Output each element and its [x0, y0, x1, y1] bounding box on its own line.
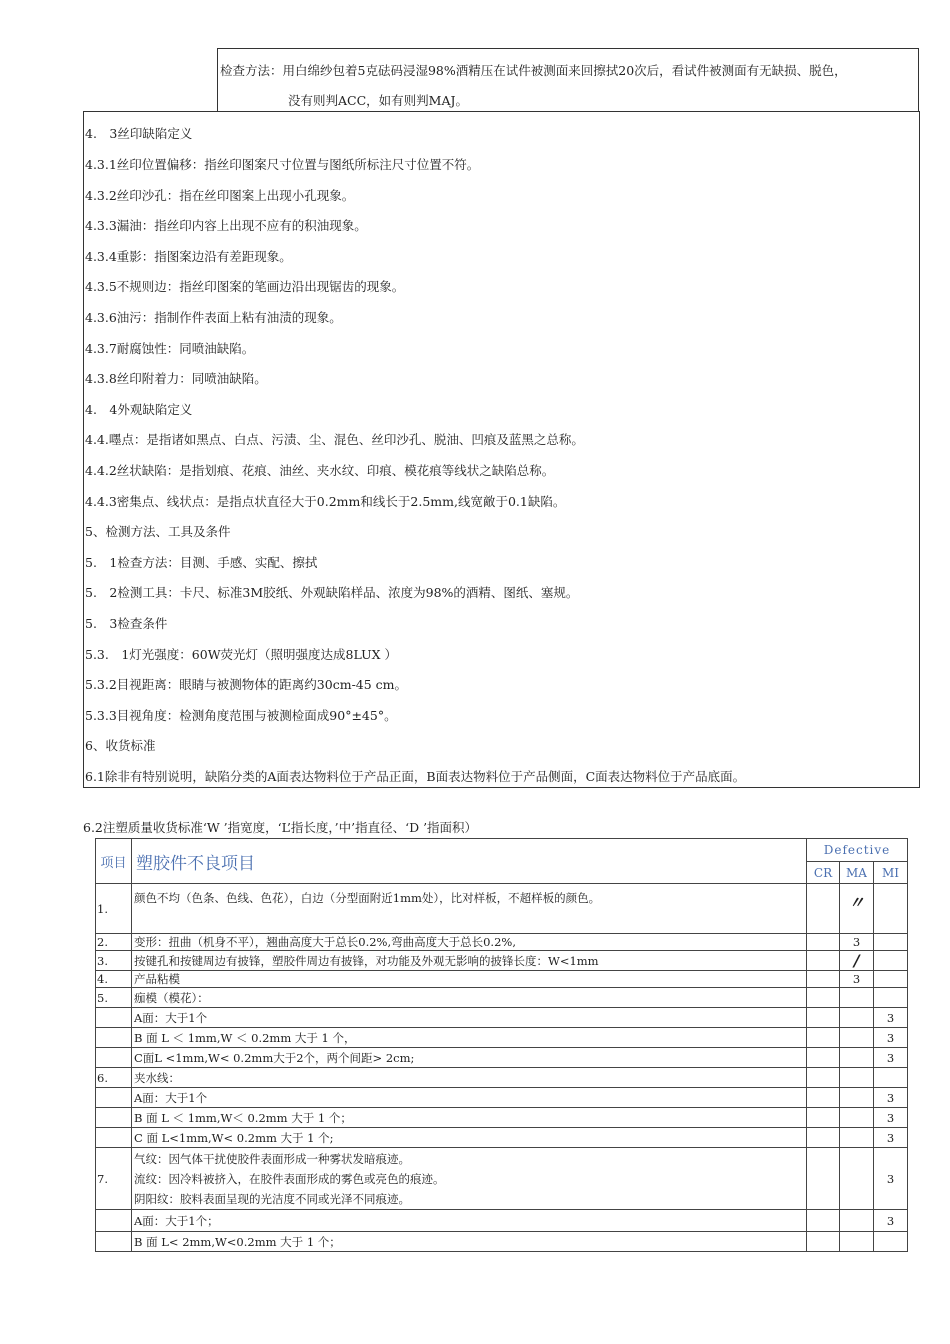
- row-mi: 3: [874, 1088, 908, 1108]
- row-text: C 面 L<1mm,W< 0.2mm 大于 1 个;: [132, 1128, 807, 1148]
- row-text: A面：大于1个: [132, 1008, 807, 1028]
- table-row: [96, 1148, 908, 1210]
- row-text: 痂模（模花）：: [132, 988, 807, 1008]
- table-row: [96, 1108, 908, 1128]
- row-text: 产品粘模: [132, 971, 807, 988]
- row-mi: 3: [874, 1148, 908, 1210]
- table-row: [96, 1008, 908, 1028]
- header-ma: MA: [840, 862, 874, 884]
- table-row: [96, 971, 908, 988]
- header-defective: Defective: [807, 839, 908, 862]
- row-cr: [807, 951, 840, 971]
- section-line: 5.3. 1灯光强度：60W荧光灯（照明强度达成8LUX ）: [85, 647, 398, 662]
- row-cr: [807, 1028, 840, 1048]
- row-ma: [840, 1128, 874, 1148]
- header-cr: CR: [807, 862, 840, 884]
- section-line: 5、检测方法、工具及条件: [85, 524, 231, 539]
- header-mi: MI: [874, 862, 908, 884]
- row-text: 变形：扭曲（机身不平），翘曲高度大于总长0.2%,弯曲高度大于总长0.2%,: [132, 934, 807, 951]
- section-line: 5. 2检测工具：卡尺、标准3M胶纸、外观缺陷样品、浓度为98%的酒精、图纸、塞规。: [85, 585, 579, 600]
- row-mi: [874, 951, 908, 971]
- row-ma: 3: [840, 934, 874, 951]
- section-line: 4. 4外观缺陷定义: [85, 402, 193, 417]
- row-number: 6.: [96, 1068, 132, 1088]
- row-mi: [874, 1232, 908, 1252]
- row-cr: [807, 1148, 840, 1210]
- table-row: [96, 1048, 908, 1068]
- row-cr: [807, 988, 840, 1008]
- section-line: 4.3.1丝印位置偏移：指丝印图案尺寸位置与图纸所标注尺寸位置不符。: [85, 157, 480, 172]
- row-cr: [807, 971, 840, 988]
- row-number: 5.: [96, 988, 132, 1008]
- row-cr: [807, 934, 840, 951]
- row-cr: [807, 1232, 840, 1252]
- row-mi: [874, 971, 908, 988]
- row-text: A面：大于1个: [132, 1088, 807, 1108]
- section-line: 5.3.3目视角度：检测角度范围与被测检面成90°±45°。: [85, 708, 397, 723]
- row-mi: 3: [874, 1048, 908, 1068]
- row-ma: [840, 1108, 874, 1128]
- row-cr: [807, 1088, 840, 1108]
- section-line: 4.4.2丝状缺陷：是指划痕、花痕、油丝、夹水纹、印痕、模花痕等线状之缺陷总称。: [85, 463, 555, 478]
- row-text: 颜色不均（色条、色线、色花），白边（分型面附近1mm处），比对样板，不超样板的颜色。: [132, 884, 807, 934]
- row-ma: [840, 1028, 874, 1048]
- row-number: [96, 1232, 132, 1252]
- definitions-box: [83, 111, 920, 788]
- row-number: 1.: [96, 884, 132, 934]
- section-line: 4.3.8丝印附着力：同喷油缺陷。: [85, 371, 267, 386]
- section-line: 5.3.2目视距离：眼睛与被测物体的距离约30cm-45 cm。: [85, 677, 408, 692]
- section-line: 4.3.6油污：指制作件表面上粘有油渍的现象。: [85, 310, 342, 325]
- section-line: 4.4.嚜点：是指诸如黑点、白点、污渍、尘、混色、丝印沙孔、脱油、凹痕及蓝黑之总称。: [85, 432, 584, 447]
- row-mi: [874, 1068, 908, 1088]
- row-mi: 3: [874, 1108, 908, 1128]
- row-number: 7.: [96, 1148, 132, 1210]
- row-ma: [840, 988, 874, 1008]
- section-line: 6.1除非有特别说明，缺陷分类的A面表达物料位于产品正面，B面表达物料位于产品侧面，C面表达物料位于产品底面。: [85, 769, 746, 784]
- row-cr: [807, 1210, 840, 1232]
- standard-title: 6.2注塑质量收货标准‘W ’指宽度，‘L’指长度，’中’指直径、‘D ’指面积）: [83, 820, 478, 835]
- row-text-line: 流纹：因冷料被挤入，在胶件表面形成的雾色或亮色的痕迹。: [134, 1171, 445, 1186]
- section-line: 4.3.3漏油：指丝印内容上出现不应有的积油现象。: [85, 218, 367, 233]
- row-number: [96, 1008, 132, 1028]
- inspection-method-text: 检查方法：用白绵纱包着5克砝码浸湿98%酒精压在试件被测面来回擦拭20次后，看试件被测面有无缺损、脱色，: [220, 63, 847, 78]
- row-number: [96, 1108, 132, 1128]
- table-row: [96, 988, 908, 1008]
- header-item: 项目: [96, 839, 132, 884]
- inspection-method-box: [217, 48, 919, 111]
- row-text: C面L <1mm,W< 0.2mm大于2个，两个间距> 2cm;: [132, 1048, 807, 1068]
- row-mi: 3: [874, 1028, 908, 1048]
- row-ma: [840, 1068, 874, 1088]
- row-cr: [807, 1128, 840, 1148]
- row-ma: /: [840, 951, 874, 971]
- row-number: [96, 1088, 132, 1108]
- row-cr: [807, 1068, 840, 1088]
- table-row: [96, 1128, 908, 1148]
- table-row: [96, 884, 908, 934]
- table-row: [96, 1088, 908, 1108]
- row-number: [96, 1048, 132, 1068]
- section-line: 5. 1检查方法：目测、手感、实配、擦拭: [85, 555, 318, 570]
- section-line: 4.3.2丝印沙孔：指在丝印图案上出现小孔现象。: [85, 188, 355, 203]
- row-text: A面：大于1个；: [132, 1210, 807, 1232]
- row-number: [96, 1128, 132, 1148]
- row-ma: [840, 1148, 874, 1210]
- defect-standard-table: [95, 838, 908, 1252]
- row-number: 4.: [96, 971, 132, 988]
- row-ma: 〃: [840, 884, 874, 934]
- section-line: 4.3.5不规则边：指丝印图案的笔画边沿出现锯齿的现象。: [85, 279, 405, 294]
- row-ma: 3: [840, 971, 874, 988]
- row-mi: 3: [874, 1128, 908, 1148]
- row-text: B 面 L ＜ 1mm,W＜ 0.2mm 大于 1 个；: [132, 1108, 807, 1128]
- row-number: [96, 1028, 132, 1048]
- table-row: [96, 951, 908, 971]
- row-text-line: 阴阳纹：胶料表面呈现的光洁度不同或光泽不同痕迹。: [134, 1191, 410, 1206]
- section-line: 6、收货标准: [85, 738, 156, 753]
- table-row: [96, 1210, 908, 1232]
- row-number: [96, 1210, 132, 1232]
- row-text: B 面 L ＜ 1mm,W ＜ 0.2mm 大于 1 个，: [132, 1028, 807, 1048]
- row-ma: [840, 1232, 874, 1252]
- table-header-row: [96, 839, 908, 862]
- table-row: [96, 1028, 908, 1048]
- row-mi: 3: [874, 1008, 908, 1028]
- section-line: 4.3.4重影：指图案边沿有差距现象。: [85, 249, 292, 264]
- row-cr: [807, 884, 840, 934]
- row-number: 2.: [96, 934, 132, 951]
- row-mi: [874, 988, 908, 1008]
- inspection-method-judgement: 没有则判ACC，如有则判MAJ。: [288, 93, 468, 108]
- section-line: 4. 3丝印缺陷定义: [85, 126, 193, 141]
- table-row: [96, 1232, 908, 1252]
- row-mi: 3: [874, 1210, 908, 1232]
- section-line: 4.3.7耐腐蚀性：同喷油缺陷。: [85, 341, 255, 356]
- row-text: 夹水线：: [132, 1068, 807, 1088]
- table-row: [96, 934, 908, 951]
- row-cr: [807, 1008, 840, 1028]
- row-ma: [840, 1088, 874, 1108]
- table-row: [96, 1068, 908, 1088]
- row-number: 3.: [96, 951, 132, 971]
- row-ma: [840, 1048, 874, 1068]
- section-line: 5. 3检查条件: [85, 616, 168, 631]
- row-ma: [840, 1008, 874, 1028]
- row-text-multiline: [132, 1148, 807, 1210]
- row-cr: [807, 1048, 840, 1068]
- row-text: B 面 L< 2mm,W<0.2mm 大于 1 个；: [132, 1232, 807, 1252]
- row-cr: [807, 1108, 840, 1128]
- row-mi: [874, 884, 908, 934]
- section-line: 4.4.3密集点、线状点：是指点状直径大于0.2mm和线长于2.5mm,线宽敵于0.1缺陷。: [85, 494, 566, 509]
- row-text: 按键孔和按键周边有披锋，塑胶件周边有披锋，对功能及外观无影响的披锋长度：W<1mm: [132, 951, 807, 971]
- row-ma: [840, 1210, 874, 1232]
- header-title: 塑胶件不良项目: [132, 839, 807, 884]
- row-text-line: 气纹：因气体干扰使胶件表面形成一种雾状发暗痕迹。: [134, 1151, 410, 1166]
- row-mi: [874, 934, 908, 951]
